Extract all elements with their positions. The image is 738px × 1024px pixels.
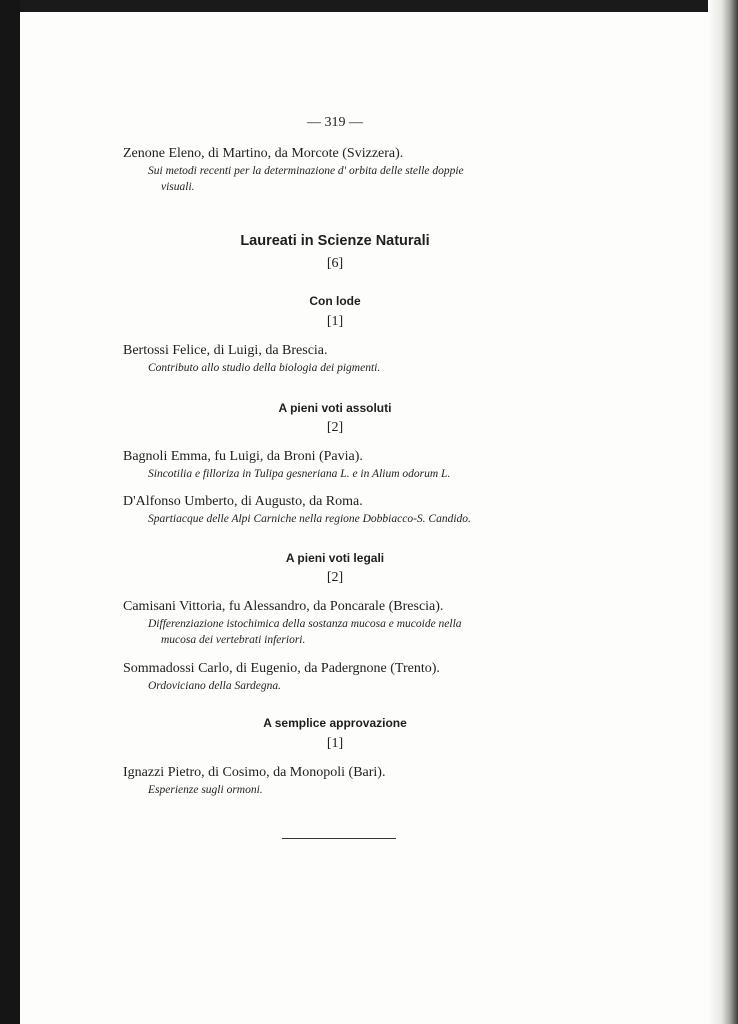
graduate-name: Camisani Vittoria, fu Alessandro, da Poncarale (Brescia). xyxy=(123,599,444,614)
thesis-title: Differenziazione istochimica della sostanza mucosa e mucoide nella mucosa dei vertebrati inferiori. xyxy=(148,618,462,646)
scan-border-right xyxy=(708,0,738,1024)
graduate-name: D'Alfonso Umberto, di Augusto, da Roma. xyxy=(123,494,363,509)
section-count: [6] xyxy=(326,256,344,271)
closing-rule xyxy=(282,838,396,839)
subsection-count: [2] xyxy=(326,570,344,585)
scan-border-top xyxy=(0,0,738,12)
graduate-name: Bagnoli Emma, fu Luigi, da Broni (Pavia). xyxy=(123,449,363,464)
graduate-name: Ignazzi Pietro, di Cosimo, da Monopoli (Bari). xyxy=(123,765,386,780)
subsection-heading: A semplice approvazione xyxy=(263,716,407,730)
graduate-name: Sommadossi Carlo, di Eugenio, da Padergnone (Trento). xyxy=(123,661,440,676)
graduate-name: Zenone Eleno, di Martino, da Morcote (Svizzera). xyxy=(123,146,404,161)
thesis-title: Esperienze sugli ormoni. xyxy=(148,784,263,796)
list-item xyxy=(123,764,563,798)
thesis-title: Sincotilia e filloriza in Tulipa gesneriana L. e in Alium odorum L. xyxy=(148,468,451,480)
list-item xyxy=(123,660,563,694)
subsection-count: [1] xyxy=(326,314,344,329)
page-number: — 319 — xyxy=(307,115,363,130)
list-item xyxy=(123,598,563,648)
thesis-title: Ordoviciano della Sardegna. xyxy=(148,680,281,692)
subsection-heading: A pieni voti assoluti xyxy=(278,401,392,415)
scan-border-left xyxy=(0,0,20,1024)
thesis-title: Contributo allo studio della biologia dei pigmenti. xyxy=(148,362,381,374)
section-heading: Laureati in Scienze Naturali xyxy=(240,233,430,249)
graduate-name: Bertossi Felice, di Luigi, da Brescia. xyxy=(123,343,328,358)
thesis-title: Sui metodi recenti per la determinazione d' orbita delle stelle doppie visuali. xyxy=(148,165,464,193)
list-item xyxy=(123,493,563,527)
list-item xyxy=(123,145,563,195)
subsection-count: [2] xyxy=(326,420,344,435)
subsection-heading: Con lode xyxy=(309,294,361,308)
thesis-title: Spartiacque delle Alpi Carniche nella regione Dobbiacco-S. Candido. xyxy=(148,513,471,525)
list-item xyxy=(123,448,563,482)
subsection-heading: A pieni voti legali xyxy=(285,551,385,565)
subsection-count: [1] xyxy=(326,736,344,751)
list-item xyxy=(123,342,563,376)
